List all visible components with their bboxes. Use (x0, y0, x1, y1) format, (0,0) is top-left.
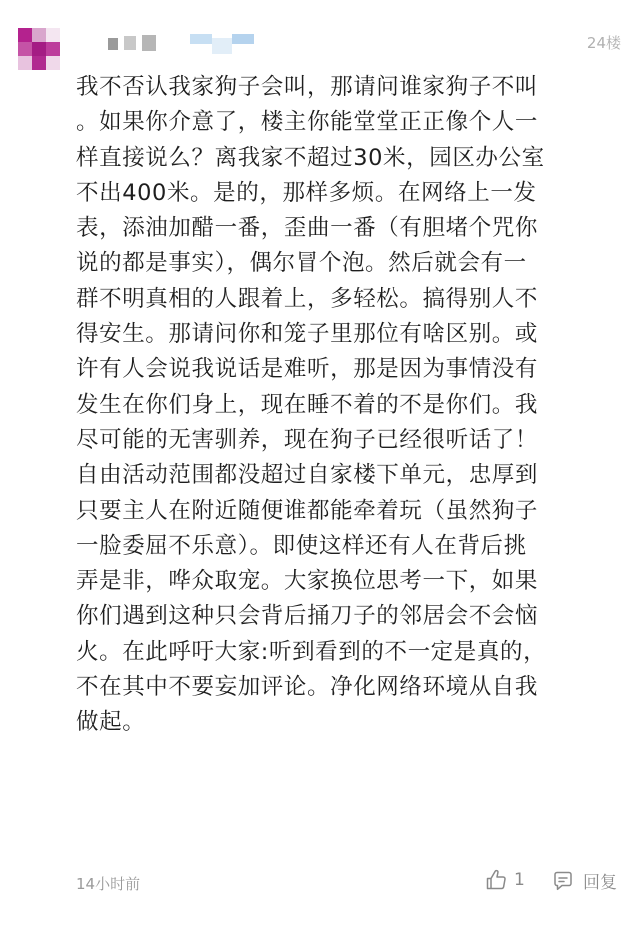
comment-body-line: 我不否认我家狗子会叫，那请问谁家狗子不叫 (76, 74, 539, 100)
comment-body-line: 得安生。那请问你和笼子里那位有啥区别。或 (76, 321, 539, 348)
thumbs-up-icon (484, 868, 508, 892)
comment-body-line: 你们遇到这种只会背后捅刀子的邻居会不会恼 (76, 603, 539, 630)
comment-timestamp: 14小时前 (76, 875, 141, 893)
comment-body-line: 一脸委屈不乐意）。即使这样还有人在背后挑 (76, 532, 527, 559)
comment-body-line: 做起。 (76, 709, 146, 736)
comment-body-line: 火。在此呼吁大家:听到看到的不一定是真的， (76, 638, 547, 665)
comment-body-line: 群不明真相的人跟着上，多轻松。搞得别人不 (76, 285, 539, 312)
comment-body-line: 只要主人在附近随便谁都能牵着玩（虽然狗子 (76, 497, 539, 524)
comment-body-line: 表，添油加醋一番，歪曲一番（有胆堵个咒你 (76, 215, 539, 242)
comment-body-line: 弄是非，哗众取宠。大家换位思考一下，如果 (76, 568, 539, 595)
comment-body-line: 发生在你们身上，现在睡不着的不是你们。我 (76, 391, 539, 418)
comment-body-line: 许有人会说我说话是难听，那是因为事情没有 (76, 356, 539, 383)
comment-body-line: 样直接说么？离我家不超过30米，园区办公室 (76, 144, 545, 171)
reply-label: 回复 (583, 873, 617, 893)
comment-bubble-icon (551, 869, 575, 893)
comment-body-line: 不在其中不要妄加评论。净化网络环境从自我 (76, 674, 539, 701)
comment-body-line: 自由活动范围都没超过自家楼下单元，忠厚到 (76, 462, 539, 489)
username-redacted[interactable] (108, 34, 268, 52)
comment-body-line: 。如果你介意了，楼主你能堂堂正正像个人一 (76, 109, 539, 136)
like-button[interactable] (484, 868, 525, 892)
like-count: 1 (514, 870, 525, 890)
comment-body-line: 说的都是事实），偶尔冒个泡。然后就会有一 (76, 250, 527, 277)
floor-number: 24楼 (586, 34, 621, 52)
comment-body (76, 70, 606, 741)
reply-button[interactable] (551, 868, 617, 893)
comment-body-line: 尽可能的无害驯养，现在狗子已经很听话了！ (76, 426, 539, 453)
avatar[interactable] (18, 28, 60, 70)
comment-body-line: 不出400米。是的，那样多烦。在网络上一发 (76, 179, 537, 206)
